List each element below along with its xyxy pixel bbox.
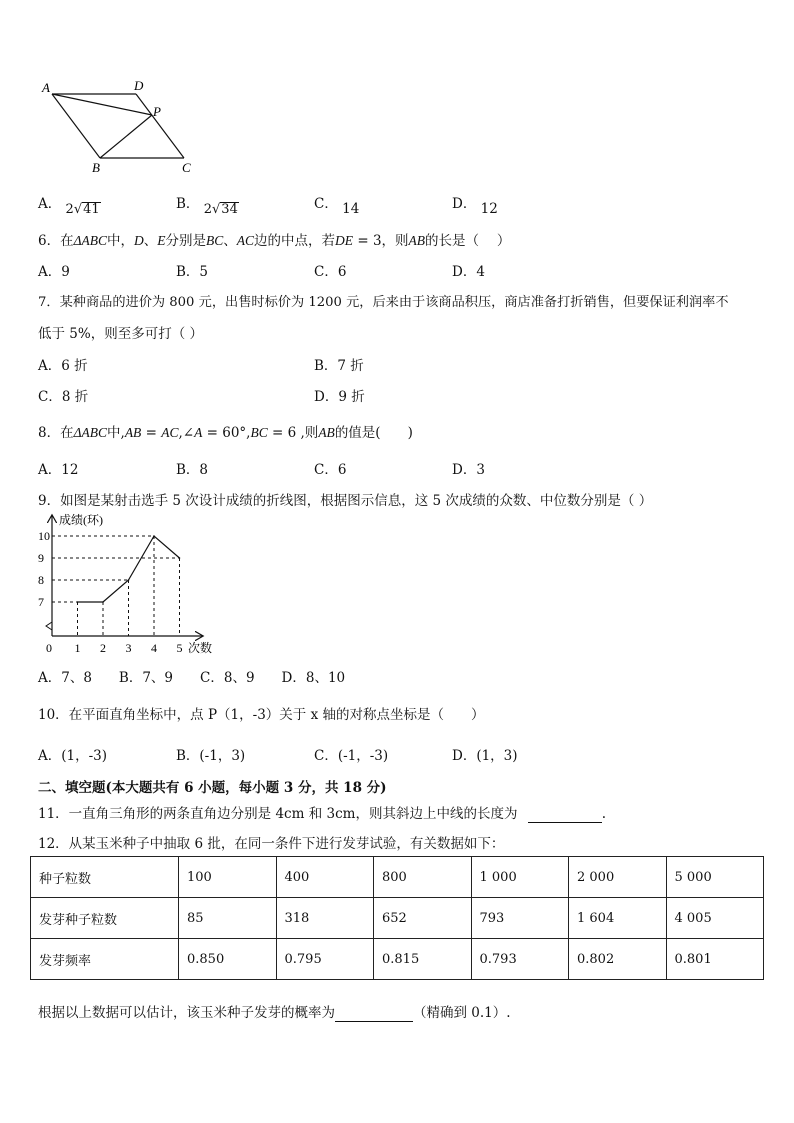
table-cell: 0.801 (666, 939, 764, 980)
q8-option-a[interactable]: A．12 (38, 462, 79, 478)
q12-question: 12．从某玉米种子中抽取 6 批，在同一条件下进行发芽试验，有关数据如下： (38, 836, 505, 852)
q5-option-c[interactable]: C． 14 (314, 196, 360, 217)
label-c: C (182, 160, 191, 175)
section-title: 二、填空题(本大题共有 6 小题，每小题 3 分，共 18 分) (38, 780, 387, 796)
table-cell: 5 000 (666, 857, 764, 898)
table-cell: 4 005 (666, 898, 764, 939)
label-d: D (134, 78, 144, 93)
q5-option-b[interactable]: B． 2√34 (176, 196, 238, 217)
q6-option-d[interactable]: D．4 (452, 264, 485, 280)
q7-option-a[interactable]: A．6 折 (38, 358, 88, 374)
q12-footer: 根据以上数据可以估计，该玉米种子发芽的概率为 （精确到 0.1）. (38, 1005, 511, 1021)
q9-options[interactable]: A．7、8 B．7、9 C．8、9 D．8、10 (38, 670, 346, 686)
origin-label: 0 (46, 641, 52, 655)
q7-line1: 7．某种商品的进价为 800 元，出售时标价为 1200 元，后来由于该商品积压，商店准备打折销售，但要保证利润率不 (38, 295, 729, 310)
germination-table (30, 856, 764, 980)
q8-question: 8．在ΔABC中,AB = AC,∠A = 60°,BC = 6 ,则AB的值是( ) (38, 425, 413, 441)
q11-answer-blank[interactable] (528, 806, 602, 823)
q8-option-c[interactable]: C．6 (314, 462, 347, 478)
q9-line-chart (34, 510, 234, 658)
x-tick-label: 3 (125, 641, 132, 655)
q6-option-a[interactable]: A．9 (38, 264, 70, 280)
table-cell: 0.793 (471, 939, 569, 980)
table-cell: 652 (374, 898, 472, 939)
table-cell: 85 (179, 898, 277, 939)
table-cell: 1 000 (471, 857, 569, 898)
q5-option-d[interactable]: D． 12 (452, 196, 498, 217)
q5-option-a[interactable]: A． 2√41 (38, 196, 100, 217)
table-row (31, 939, 764, 980)
table-cell: 0.815 (374, 939, 472, 980)
table-row (31, 857, 764, 898)
table-row-header: 发芽频率 (31, 939, 179, 980)
x-axis-label: 次数 (188, 641, 213, 655)
y-axis-label: 成绩(环) (59, 513, 103, 527)
label-a: A (42, 80, 50, 95)
q11-question: 11．一直角三角形的两条直角边分别是 4cm 和 3cm，则其斜边上中线的长度为 . (38, 806, 607, 822)
table-row-header: 种子粒数 (31, 857, 179, 898)
label-b: B (92, 160, 100, 175)
q6-question: 6．在ΔABC中，D、E分别是BC、AC边的中点，若DE = 3，则AB的长是（ ） (38, 233, 511, 249)
axis-break (46, 622, 52, 630)
q10-option-c[interactable]: C．(-1，-3) (314, 748, 389, 764)
y-tick-label: 8 (38, 573, 44, 587)
q6-option-c[interactable]: C．6 (314, 264, 347, 280)
table-cell: 0.850 (179, 939, 277, 980)
table-cell: 0.802 (569, 939, 667, 980)
table-row (31, 898, 764, 939)
x-tick-label: 4 (151, 641, 157, 655)
table-cell: 800 (374, 857, 472, 898)
q8-option-d[interactable]: D．3 (452, 462, 485, 478)
y-tick-label: 7 (38, 595, 44, 609)
x-tick-label: 5 (176, 641, 183, 655)
q7-line2: 低于 5%，则至多可打（ ） (38, 326, 203, 342)
q10-option-d[interactable]: D．(1，3) (452, 748, 518, 764)
q8-option-b[interactable]: B．8 (176, 462, 209, 478)
q10-option-b[interactable]: B．(-1，3) (176, 748, 246, 764)
q7-option-b[interactable]: B．7 折 (314, 358, 364, 374)
x-tick-label: 1 (74, 641, 81, 655)
y-tick-label: 9 (38, 551, 44, 565)
parallelogram-figure (36, 74, 206, 178)
q7-option-d[interactable]: D．9 折 (314, 389, 365, 405)
table-cell: 318 (276, 898, 374, 939)
table-cell: 0.795 (276, 939, 374, 980)
table-cell: 100 (179, 857, 277, 898)
q12-answer-blank[interactable] (335, 1005, 413, 1022)
table-cell: 1 604 (569, 898, 667, 939)
q10-question: 10．在平面直角坐标中，点 P（1，-3）关于 x 轴的对称点坐标是（ ） (38, 707, 485, 723)
q7-option-c[interactable]: C．8 折 (38, 389, 89, 405)
x-tick-label: 2 (100, 641, 106, 655)
table-cell: 400 (276, 857, 374, 898)
q6-option-b[interactable]: B．5 (176, 264, 209, 280)
y-tick-label: 10 (38, 529, 50, 543)
label-p: P (153, 104, 161, 119)
table-row-header: 发芽种子粒数 (31, 898, 179, 939)
table-cell: 793 (471, 898, 569, 939)
q9-question: 9．如图是某射击选手 5 次设计成绩的折线图，根据图示信息，这 5 次成绩的众数、中位数分别是（ ） (38, 493, 653, 509)
table-cell: 2 000 (569, 857, 667, 898)
q10-option-a[interactable]: A．(1，-3) (38, 748, 108, 764)
